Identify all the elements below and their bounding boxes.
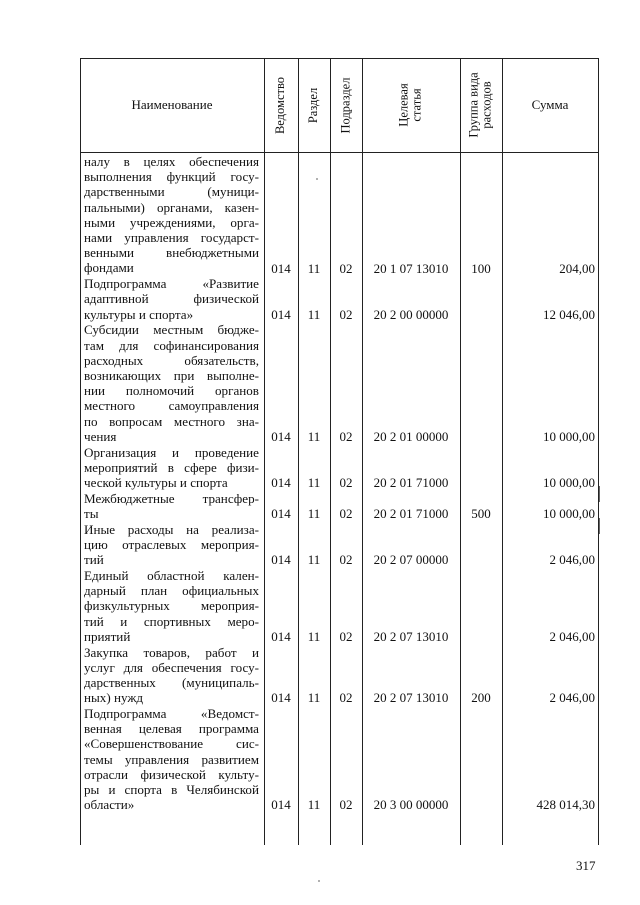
row-name-line: ными учреждениями, орга- xyxy=(84,214,259,230)
row-name-line: фондами xyxy=(84,260,134,276)
header-tselevaya-cell xyxy=(362,58,460,152)
row-podrazdel: 02 xyxy=(339,506,353,522)
table-row xyxy=(80,706,599,812)
row-tselevaya: 20 3 00 00000 xyxy=(373,797,449,813)
row-name xyxy=(84,568,259,644)
row-name-line: там для софинансирования xyxy=(84,337,259,353)
header-name: Наименование xyxy=(131,97,213,112)
row-name-line: физкультурных мероприя- xyxy=(84,598,259,614)
row-summa: 12 046,00 xyxy=(543,306,595,322)
header-tselevaya-line-1: Целевая xyxy=(397,83,411,127)
scan-speck xyxy=(316,178,318,180)
row-name-line: венными внебюджетными xyxy=(84,245,259,261)
row-gruppa: 500 xyxy=(471,506,491,522)
row-name-line: темы управления развитием xyxy=(84,751,259,767)
row-name-line: ры и спорта в Челябинской xyxy=(84,782,259,798)
row-name-line: Организация и проведение xyxy=(84,444,259,460)
row-name-line: Иные расходы на реализа- xyxy=(84,521,259,537)
row-name-line: Подпрограмма «Развитие xyxy=(84,276,259,292)
row-name xyxy=(84,445,259,491)
row-razdel: 11 xyxy=(307,306,321,322)
header-razdel-cell xyxy=(298,58,330,152)
row-vedomstvo: 014 xyxy=(271,260,291,276)
row-podrazdel: 02 xyxy=(339,306,353,322)
header-tselevaya-line-2: статья xyxy=(410,88,424,122)
row-podrazdel: 02 xyxy=(339,690,353,706)
row-name-line: области» xyxy=(84,797,135,813)
row-tselevaya: 20 2 01 71000 xyxy=(373,475,449,491)
row-razdel: 11 xyxy=(307,506,321,522)
table-row xyxy=(80,568,599,644)
row-name-line: Субсидии местным бюдже- xyxy=(84,322,259,338)
row-vedomstvo: 014 xyxy=(271,475,291,491)
row-summa: 2 046,00 xyxy=(549,552,595,568)
header-podrazdel: Подраздел xyxy=(338,77,353,133)
row-podrazdel: 02 xyxy=(339,260,353,276)
header-vedomstvo-cell xyxy=(264,58,298,152)
header-podrazdel-cell xyxy=(330,58,362,152)
row-name-line: приятий xyxy=(84,628,131,644)
row-name-line: нии полномочий органов xyxy=(84,383,259,399)
header-vedomstvo: Ведомство xyxy=(273,76,288,134)
row-name-line: ты xyxy=(84,506,99,521)
row-summa: 2 046,00 xyxy=(549,690,595,706)
row-gruppa: 100 xyxy=(471,260,491,276)
row-name-line: услуг для обеспечения госу- xyxy=(84,659,259,675)
row-name xyxy=(84,706,259,812)
row-tselevaya: 20 2 00 00000 xyxy=(373,306,449,322)
table-row xyxy=(80,154,599,276)
scan-speck xyxy=(318,880,320,882)
row-name-line: культуры и спорта» xyxy=(84,306,194,322)
row-name-line: чения xyxy=(84,428,117,444)
row-podrazdel: 02 xyxy=(339,797,353,813)
scan-mark xyxy=(599,486,600,502)
header-gruppa-cell xyxy=(460,58,502,152)
row-razdel: 11 xyxy=(307,475,321,491)
row-name-line: возникающих при выполне- xyxy=(84,368,259,383)
row-name-line: Закупка товаров, работ и xyxy=(84,644,259,660)
row-podrazdel: 02 xyxy=(339,629,353,644)
row-tselevaya: 20 2 07 00000 xyxy=(373,552,449,568)
row-vedomstvo: 014 xyxy=(271,428,291,444)
row-name-line: тий и спортивных меро- xyxy=(84,613,259,629)
table-row xyxy=(80,276,599,322)
row-name xyxy=(84,154,259,276)
row-name xyxy=(84,322,259,444)
row-vedomstvo: 014 xyxy=(271,306,291,322)
row-name-line: Единый областной кален- xyxy=(84,568,259,583)
header-razdel: Раздел xyxy=(306,87,321,123)
row-summa: 10 000,00 xyxy=(543,428,595,444)
header-gruppa-line-1: Группа вида xyxy=(467,72,482,138)
table-row xyxy=(80,445,599,491)
row-name-line: ных) нужд xyxy=(84,690,144,706)
table-row xyxy=(80,645,599,706)
header-gruppa xyxy=(468,72,494,137)
row-summa: 2 046,00 xyxy=(549,629,595,644)
row-tselevaya: 20 2 07 13010 xyxy=(373,690,449,706)
row-podrazdel: 02 xyxy=(339,428,353,444)
row-name-line: тий xyxy=(84,552,104,568)
header-name-cell xyxy=(80,58,264,152)
row-name-line: цию отраслевых мероприя- xyxy=(84,537,259,552)
row-name-line: дарный план официальных xyxy=(84,583,259,599)
row-name-line: Межбюджетные трансфер- xyxy=(84,490,259,506)
row-name-line: пальными) органами, казен- xyxy=(84,199,259,215)
row-vedomstvo: 014 xyxy=(271,797,291,813)
row-podrazdel: 02 xyxy=(339,475,353,491)
row-vedomstvo: 014 xyxy=(271,552,291,568)
row-razdel: 11 xyxy=(307,690,321,706)
row-tselevaya: 20 2 01 00000 xyxy=(373,428,449,444)
row-name xyxy=(84,645,259,706)
header-gruppa-line-2: расходов xyxy=(480,81,495,129)
row-razdel: 11 xyxy=(307,260,321,276)
budget-table xyxy=(80,58,599,845)
row-name-line: расходных обязательств, xyxy=(84,352,259,368)
row-vedomstvo: 014 xyxy=(271,690,291,706)
row-name xyxy=(84,491,259,521)
row-name-line: выполнения функций госу- xyxy=(84,169,259,185)
row-razdel: 11 xyxy=(307,629,321,644)
row-tselevaya: 20 2 01 71000 xyxy=(373,506,449,522)
row-name-line: отрасли физической культу- xyxy=(84,766,259,782)
row-name-line: Подпрограмма «Ведомст- xyxy=(84,706,259,721)
row-summa: 428 014,30 xyxy=(536,797,595,813)
row-gruppa: 200 xyxy=(471,690,491,706)
row-name-line: нами управления государст- xyxy=(84,230,259,246)
row-name-line: налу в целях обеспечения xyxy=(84,154,259,169)
row-name-line: местного самоуправления xyxy=(84,398,259,414)
page-number: 317 xyxy=(576,858,596,873)
row-tselevaya: 20 1 07 13010 xyxy=(373,260,449,276)
row-name xyxy=(84,522,259,568)
row-name-line: по вопросам местного зна- xyxy=(84,413,259,429)
row-summa: 10 000,00 xyxy=(543,506,595,522)
row-tselevaya: 20 2 07 13010 xyxy=(373,629,449,644)
row-name-line: дарственных (муниципаль- xyxy=(84,675,259,690)
row-name-line: венная целевая программа xyxy=(84,721,259,737)
header-tselevaya xyxy=(398,83,424,126)
row-razdel: 11 xyxy=(307,797,321,813)
row-name-line: «Совершенствование сис- xyxy=(84,736,259,752)
row-podrazdel: 02 xyxy=(339,552,353,568)
row-summa: 10 000,00 xyxy=(543,475,595,491)
row-name-line: мероприятий в сфере физи- xyxy=(84,459,259,475)
row-name xyxy=(84,276,259,322)
header-summa-cell xyxy=(502,58,598,152)
row-vedomstvo: 014 xyxy=(271,506,291,522)
table-row xyxy=(80,522,599,568)
header-summa: Сумма xyxy=(531,97,569,112)
scan-mark xyxy=(599,518,600,534)
row-razdel: 11 xyxy=(307,428,321,444)
row-name-line: дарственными (муници- xyxy=(84,184,259,200)
header-divider xyxy=(80,152,599,153)
row-razdel: 11 xyxy=(307,552,321,568)
row-name-line: адаптивной физической xyxy=(84,291,259,307)
row-vedomstvo: 014 xyxy=(271,629,291,644)
table-row xyxy=(80,322,599,444)
row-name-line: ческой культуры и спорта xyxy=(84,475,228,490)
row-summa: 204,00 xyxy=(559,260,595,276)
table-row xyxy=(80,491,599,521)
